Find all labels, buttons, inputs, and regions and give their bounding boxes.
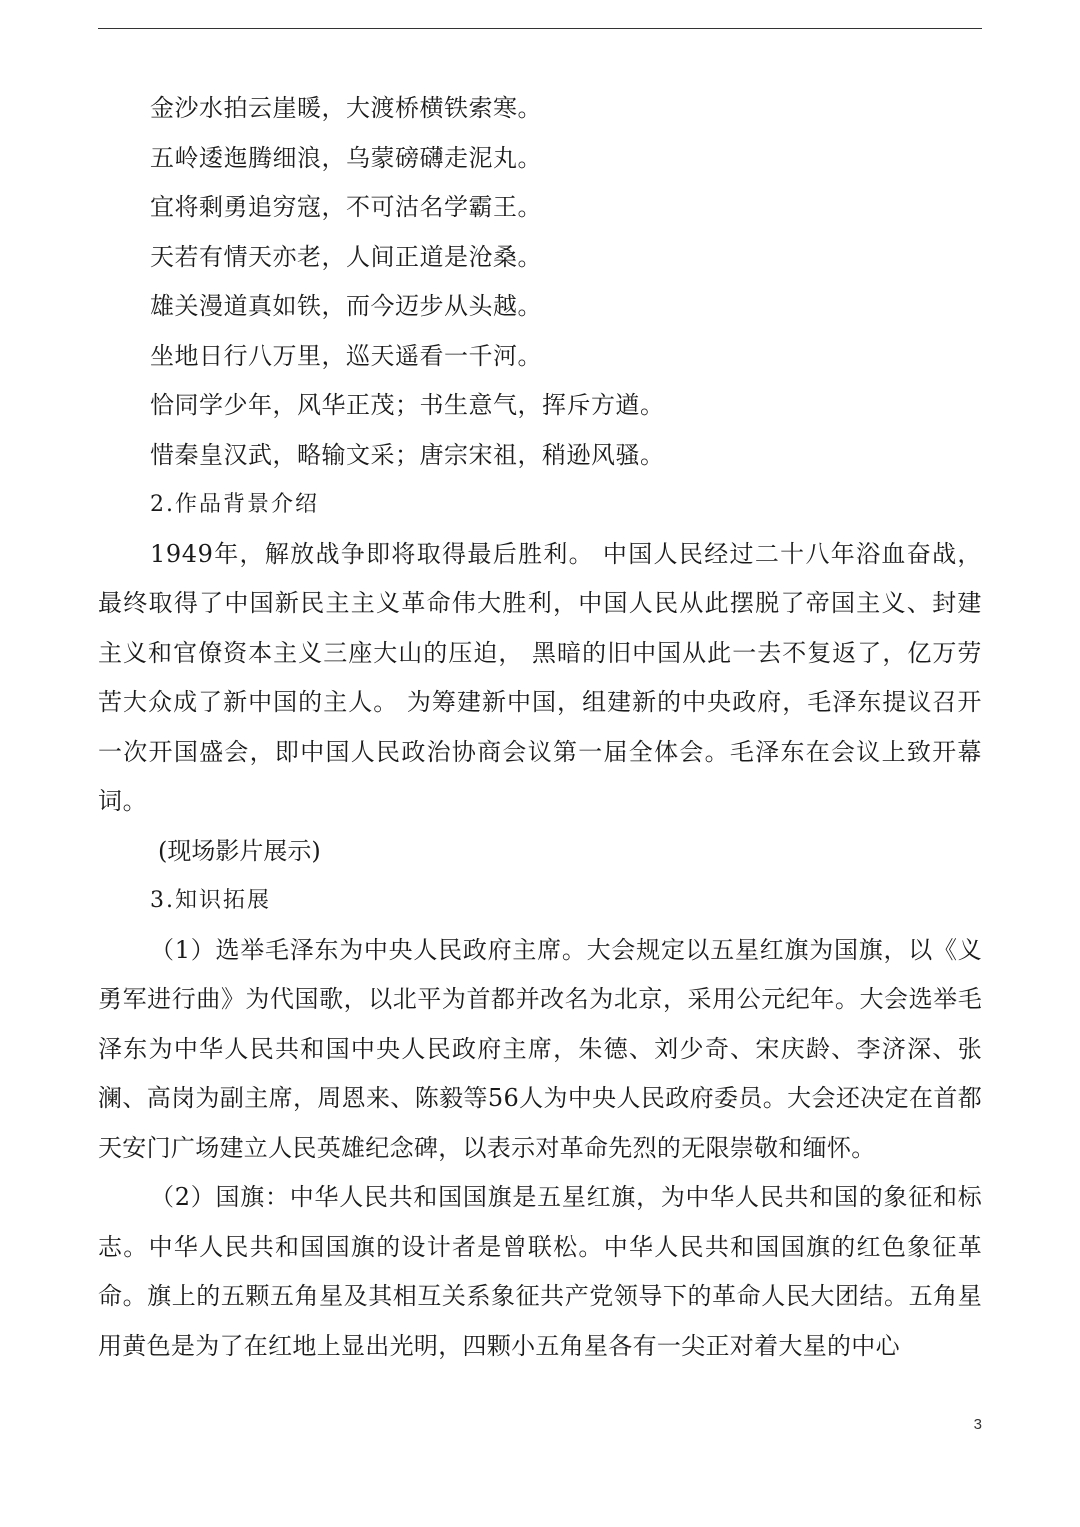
knowledge-paragraph-1: （1）选举毛泽东为中央人民政府主席。大会规定以五星红旗为国旗，以《义勇军进行曲》为代国歌，以北平为首都并改名为北京，采用公元纪年。大会选举毛泽东为中华人民共和国中央人民政府主席，朱德、刘少奇、宋庆龄、李济深、张澜、高岗为副主席，周恩来、陈毅等56人为中央人民政府委员。大会还决定在首都天安门广场建立人民英雄纪念碑，以表示对革命先烈的无限崇敬和缅怀。 xyxy=(98,935,982,1162)
poem-line: 惜秦皇汉武，略输文采；唐宗宋祖，稍逊风骚。 xyxy=(150,440,665,469)
poem-line: 宜将剩勇追穷寇，不可沽名学霸王。 xyxy=(150,193,542,221)
page-number: 3 xyxy=(973,1416,982,1433)
header-rule xyxy=(98,28,982,29)
poem-line: 恰同学少年，风华正茂；书生意气，挥斥方遒。 xyxy=(150,391,665,419)
poem-line: 雄关漫道真如铁，而今迈步从头越。 xyxy=(150,292,542,320)
section-heading-background: 2.作品背景介绍 xyxy=(150,492,319,517)
poem-line: 坐地日行八万里，巡天遥看一千河。 xyxy=(150,341,542,370)
poem-block xyxy=(98,84,982,480)
poem-line: 天若有情天亦老，人间正道是沧桑。 xyxy=(150,242,542,271)
section-heading-knowledge: 3.知识拓展 xyxy=(150,888,271,913)
knowledge-paragraph-2: （2）国旗：中华人民共和国国旗是五星红旗，为中华人民共和国的象征和标志。中华人民共和国国旗的设计者是曾联松。中华人民共和国国旗的红色象征革命。旗上的五颗五角星及其相互关系象征共产党领导下的革命人民大团结。五角星用黄色是为了在红地上显出光明，四颗小五角星各有一尖正对着大星的中心 xyxy=(98,1183,982,1360)
document-body xyxy=(98,84,982,1371)
poem-line: 金沙水拍云崖暖，大渡桥横铁索寒。 xyxy=(150,94,542,122)
poem-line: 五岭逶迤腾细浪，乌蒙磅礴走泥丸。 xyxy=(150,143,542,172)
background-paragraph: 1949年，解放战争即将取得最后胜利。 中国人民经过二十八年浴血奋战，最终取得了中国新民主主义革命伟大胜利，中国人民从此摆脱了帝国主义、封建主义和官僚资本主义三座大山的压迫， 黑暗的旧中国从此一去不复返了，亿万劳苦大众成了新中国的主人。 为筹建新中国，组建新的中央政府，毛泽东提议召开一次开国盛会，即中国人民政治协商会议第一届全体会。毛泽东在会议上致开幕词。 xyxy=(98,539,982,815)
video-note: (现场影片展示) xyxy=(158,836,321,865)
